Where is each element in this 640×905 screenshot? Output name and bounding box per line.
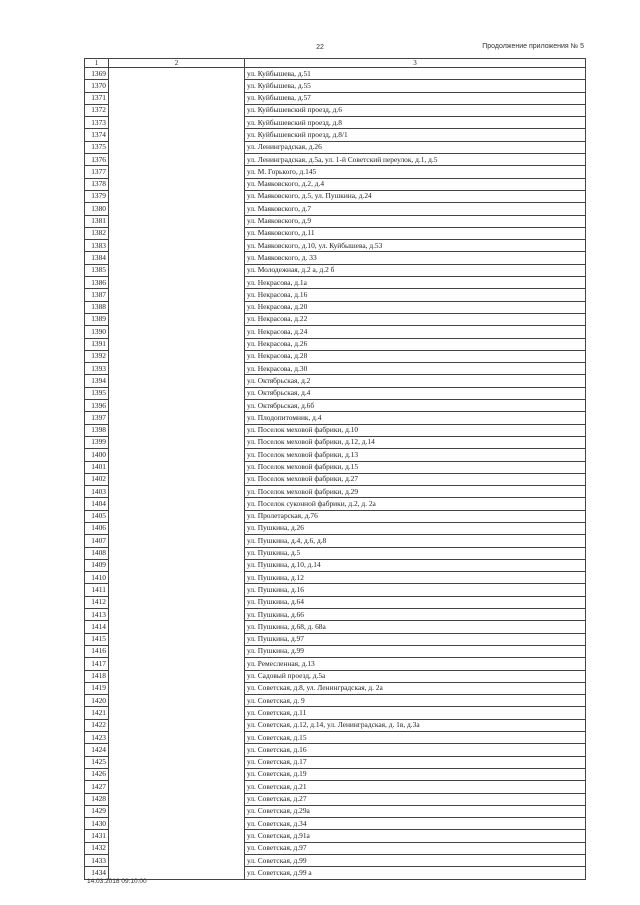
address-cell: ул. Куйбышева, д.51: [245, 68, 586, 80]
row-number: 1380: [85, 203, 109, 215]
address-cell: ул. Некрасова, д.28: [245, 350, 586, 362]
address-cell: ул. Маяковского, д.9: [245, 215, 586, 227]
address-cell: ул. Пушкина, д.4, д.6, д.8: [245, 535, 586, 547]
row-number: 1371: [85, 92, 109, 104]
row-number: 1418: [85, 670, 109, 682]
row-number: 1375: [85, 141, 109, 153]
address-cell: ул. Ленинградская, д.26: [245, 141, 586, 153]
row-number: 1391: [85, 338, 109, 350]
address-cell: ул. Некрасова, д.1а: [245, 277, 586, 289]
footer-timestamp: 14.03.2018 09:10:00: [87, 878, 147, 885]
address-cell: ул. Поселок суконной фабрики, д.2, д. 2а: [245, 498, 586, 510]
address-cell: ул. Маяковского, д.10, ул. Куйбышева, д.53: [245, 240, 586, 252]
address-cell: ул. Пушкина, д.10, д.14: [245, 559, 586, 571]
row-number: 1381: [85, 215, 109, 227]
address-cell: ул. Пролетарская, д.76: [245, 510, 586, 522]
row-number: 1431: [85, 830, 109, 842]
address-cell: ул. Некрасова, д.24: [245, 326, 586, 338]
row-number: 1433: [85, 855, 109, 867]
row-number: 1389: [85, 313, 109, 325]
address-cell: ул. Пушкина, д.64: [245, 596, 586, 608]
address-cell: ул. Советская, д.99: [245, 855, 586, 867]
address-cell: ул. Поселок меховой фабрики, д.10: [245, 424, 586, 436]
row-number: 1410: [85, 572, 109, 584]
address-cell: ул. Куйбышева, д.57: [245, 92, 586, 104]
row-number: 1403: [85, 486, 109, 498]
row-number: 1412: [85, 596, 109, 608]
row-number: 1422: [85, 719, 109, 731]
address-cell: ул. Пушкина, д.66: [245, 609, 586, 621]
row-number: 1423: [85, 732, 109, 744]
row-number: 1425: [85, 756, 109, 768]
address-cell: ул. Советская, д.21: [245, 781, 586, 793]
row-number: 1415: [85, 633, 109, 645]
row-number: 1404: [85, 498, 109, 510]
row-number: 1400: [85, 449, 109, 461]
address-cell: ул. Куйбышевский проезд, д.6: [245, 104, 586, 116]
address-cell: ул. Маяковского, д.7: [245, 203, 586, 215]
row-number: 1399: [85, 436, 109, 448]
address-cell: ул. Пушкина, д.68, д. 68а: [245, 621, 586, 633]
row-number: 1384: [85, 252, 109, 264]
empty-column-cell: [109, 68, 245, 880]
address-cell: ул. Советская, д.27: [245, 793, 586, 805]
page-number: 22: [316, 44, 324, 51]
row-number: 1434: [85, 867, 109, 879]
row-number: 1385: [85, 264, 109, 276]
row-number: 1408: [85, 547, 109, 559]
address-cell: ул. Пушкина, д.26: [245, 522, 586, 534]
row-number: 1401: [85, 461, 109, 473]
address-cell: ул. Советская, д.97: [245, 842, 586, 854]
table-row: [85, 68, 586, 80]
column-header: 1: [85, 59, 109, 68]
address-cell: ул. М. Горького, д.145: [245, 166, 586, 178]
table-header-row: [85, 59, 586, 68]
address-cell: ул. Некрасова, д.30: [245, 363, 586, 375]
row-number: 1398: [85, 424, 109, 436]
address-cell: ул. Поселок меховой фабрики, д.27: [245, 473, 586, 485]
row-number: 1411: [85, 584, 109, 596]
address-cell: ул. Пушкина, д.12: [245, 572, 586, 584]
address-cell: ул. Поселок меховой фабрики, д.29: [245, 486, 586, 498]
row-number: 1420: [85, 695, 109, 707]
address-cell: ул. Советская, д.15: [245, 732, 586, 744]
row-number: 1424: [85, 744, 109, 756]
row-number: 1390: [85, 326, 109, 338]
address-cell: ул. Некрасова, д.16: [245, 289, 586, 301]
row-number: 1427: [85, 781, 109, 793]
row-number: 1386: [85, 277, 109, 289]
address-cell: ул. Советская, д.17: [245, 756, 586, 768]
address-cell: ул. Пушкина, д.99: [245, 645, 586, 657]
row-number: 1369: [85, 68, 109, 80]
column-header: 2: [109, 59, 245, 68]
row-number: 1394: [85, 375, 109, 387]
address-cell: ул. Советская, д.91а: [245, 830, 586, 842]
row-number: 1429: [85, 805, 109, 817]
address-cell: ул. Маяковского, д. 33: [245, 252, 586, 264]
row-number: 1405: [85, 510, 109, 522]
row-number: 1372: [85, 104, 109, 116]
row-number: 1432: [85, 842, 109, 854]
address-cell: ул. Некрасова, д.22: [245, 313, 586, 325]
address-cell: ул. Некрасова, д.26: [245, 338, 586, 350]
row-number: 1419: [85, 682, 109, 694]
row-number: 1426: [85, 768, 109, 780]
row-number: 1373: [85, 117, 109, 129]
row-number: 1397: [85, 412, 109, 424]
row-number: 1379: [85, 190, 109, 202]
row-number: 1374: [85, 129, 109, 141]
row-number: 1387: [85, 289, 109, 301]
address-cell: ул. Маяковского, д.5, ул. Пушкина, д.24: [245, 190, 586, 202]
row-number: 1396: [85, 400, 109, 412]
row-number: 1382: [85, 227, 109, 239]
row-number: 1430: [85, 818, 109, 830]
address-cell: ул. Советская, д.12, д.14, ул. Ленинградская, д. 1в, д.3а: [245, 719, 586, 731]
address-cell: ул. Поселок меховой фабрики, д.12, д.14: [245, 436, 586, 448]
address-cell: ул. Пушкина, д.97: [245, 633, 586, 645]
address-cell: ул. Куйбышевский проезд, д.8/1: [245, 129, 586, 141]
address-cell: ул. Пушкина, д.5: [245, 547, 586, 559]
address-cell: ул. Советская, д.11: [245, 707, 586, 719]
row-number: 1402: [85, 473, 109, 485]
address-table: [84, 58, 586, 880]
address-cell: ул. Советская, д. 9: [245, 695, 586, 707]
row-number: 1406: [85, 522, 109, 534]
row-number: 1414: [85, 621, 109, 633]
address-cell: ул. Советская, д.19: [245, 768, 586, 780]
address-cell: ул. Октябрьская, д.4: [245, 387, 586, 399]
row-number: 1393: [85, 363, 109, 375]
address-cell: ул. Ленинградская, д.5а, ул. 1-й Советский переулок, д.1, д.5: [245, 154, 586, 166]
address-cell: ул. Советская, д.29а: [245, 805, 586, 817]
address-cell: ул. Советская, д.8, ул. Ленинградская, д. 2а: [245, 682, 586, 694]
row-number: 1376: [85, 154, 109, 166]
address-cell: ул. Плодопитомник, д.4: [245, 412, 586, 424]
address-cell: ул. Пушкина, д.16: [245, 584, 586, 596]
column-header: 3: [245, 59, 586, 68]
row-number: 1383: [85, 240, 109, 252]
running-header: Продолжение приложения № 5: [482, 43, 584, 50]
address-cell: ул. Молодежная, д.2 а, д.2 б: [245, 264, 586, 276]
row-number: 1377: [85, 166, 109, 178]
row-number: 1407: [85, 535, 109, 547]
address-cell: ул. Маяковского, д.11: [245, 227, 586, 239]
row-number: 1388: [85, 301, 109, 313]
address-cell: ул. Советская, д.16: [245, 744, 586, 756]
address-cell: ул. Маяковского, д.2, д.4: [245, 178, 586, 190]
address-cell: ул. Поселок меховой фабрики, д.13: [245, 449, 586, 461]
row-number: 1378: [85, 178, 109, 190]
row-number: 1409: [85, 559, 109, 571]
address-cell: ул. Садовый проезд, д.5а: [245, 670, 586, 682]
address-cell: ул. Советская, д.99 а: [245, 867, 586, 879]
row-number: 1370: [85, 80, 109, 92]
row-number: 1416: [85, 645, 109, 657]
row-number: 1413: [85, 609, 109, 621]
row-number: 1421: [85, 707, 109, 719]
row-number: 1428: [85, 793, 109, 805]
address-cell: ул. Советская, д.34: [245, 818, 586, 830]
row-number: 1392: [85, 350, 109, 362]
row-number: 1395: [85, 387, 109, 399]
row-number: 1417: [85, 658, 109, 670]
address-cell: ул. Октябрьская, д.6б: [245, 400, 586, 412]
address-cell: ул. Ремесленная, д.13: [245, 658, 586, 670]
address-cell: ул. Куйбышева, д.55: [245, 80, 586, 92]
address-cell: ул. Октябрьская, д.2: [245, 375, 586, 387]
address-cell: ул. Поселок меховой фабрики, д.15: [245, 461, 586, 473]
address-cell: ул. Куйбышевский проезд, д.8: [245, 117, 586, 129]
address-cell: ул. Некрасова, д.20: [245, 301, 586, 313]
